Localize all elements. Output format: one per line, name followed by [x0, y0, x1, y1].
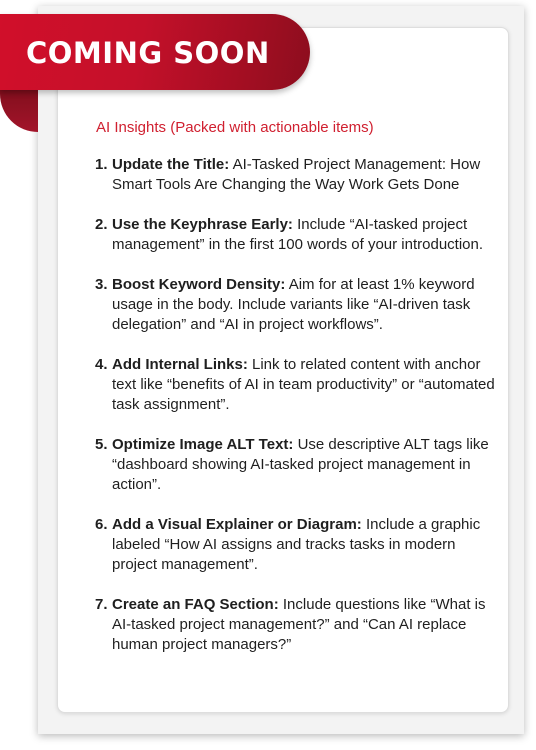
item-text: Include “AI-tasked project management” in the first 100 words of your introduction. [112, 216, 484, 253]
item-label: Optimize Image ALT Text: [112, 436, 294, 453]
item-label: Boost Keyword Density: [112, 276, 286, 293]
item-label: Use the Keyphrase Early: [112, 216, 293, 233]
item-text: Aim for at least 1% keyword usage in the body. Include variants like “AI-driven task delegation” and “AI in project workflows”. [112, 276, 475, 333]
list-item [95, 435, 495, 495]
banner-text: COMING SOON [26, 36, 270, 70]
item-label: Add a Visual Explainer or Diagram: [112, 516, 362, 533]
item-label: Update the Title: [112, 156, 230, 173]
item-label: Add Internal Links: [112, 356, 248, 373]
list-item [95, 155, 495, 195]
insights-list [95, 155, 495, 655]
item-number: 4. [95, 356, 108, 373]
list-item [95, 215, 495, 255]
insights-heading: AI Insights (Packed with actionable items) [96, 119, 374, 136]
item-text: Link to related content with anchor text like “benefits of AI in team productivity” or “automated task assignment”. [112, 356, 495, 413]
item-number: 1. [95, 156, 108, 173]
list-item [95, 595, 495, 655]
list-item [95, 515, 495, 575]
item-label: Create an FAQ Section: [112, 596, 279, 613]
item-text: Use descriptive ALT tags like “dashboard showing AI-tasked project management in action”. [112, 436, 489, 493]
item-text: Include questions like “What is AI-tasked project management?” and “Can AI replace human project managers?” [112, 596, 486, 653]
item-text: AI-Tasked Project Management: How Smart Tools Are Changing the Way Work Gets Done [112, 156, 481, 193]
list-item [95, 355, 495, 415]
item-number: 2. [95, 216, 108, 233]
item-number: 7. [95, 596, 108, 613]
item-number: 6. [95, 516, 108, 533]
coming-soon-banner [0, 14, 310, 90]
list-item [95, 275, 495, 335]
item-number: 3. [95, 276, 108, 293]
item-text: Include a graphic labeled “How AI assigns and tracks tasks in modern project management”. [112, 516, 481, 573]
insights-content [95, 118, 495, 675]
item-number: 5. [95, 436, 108, 453]
